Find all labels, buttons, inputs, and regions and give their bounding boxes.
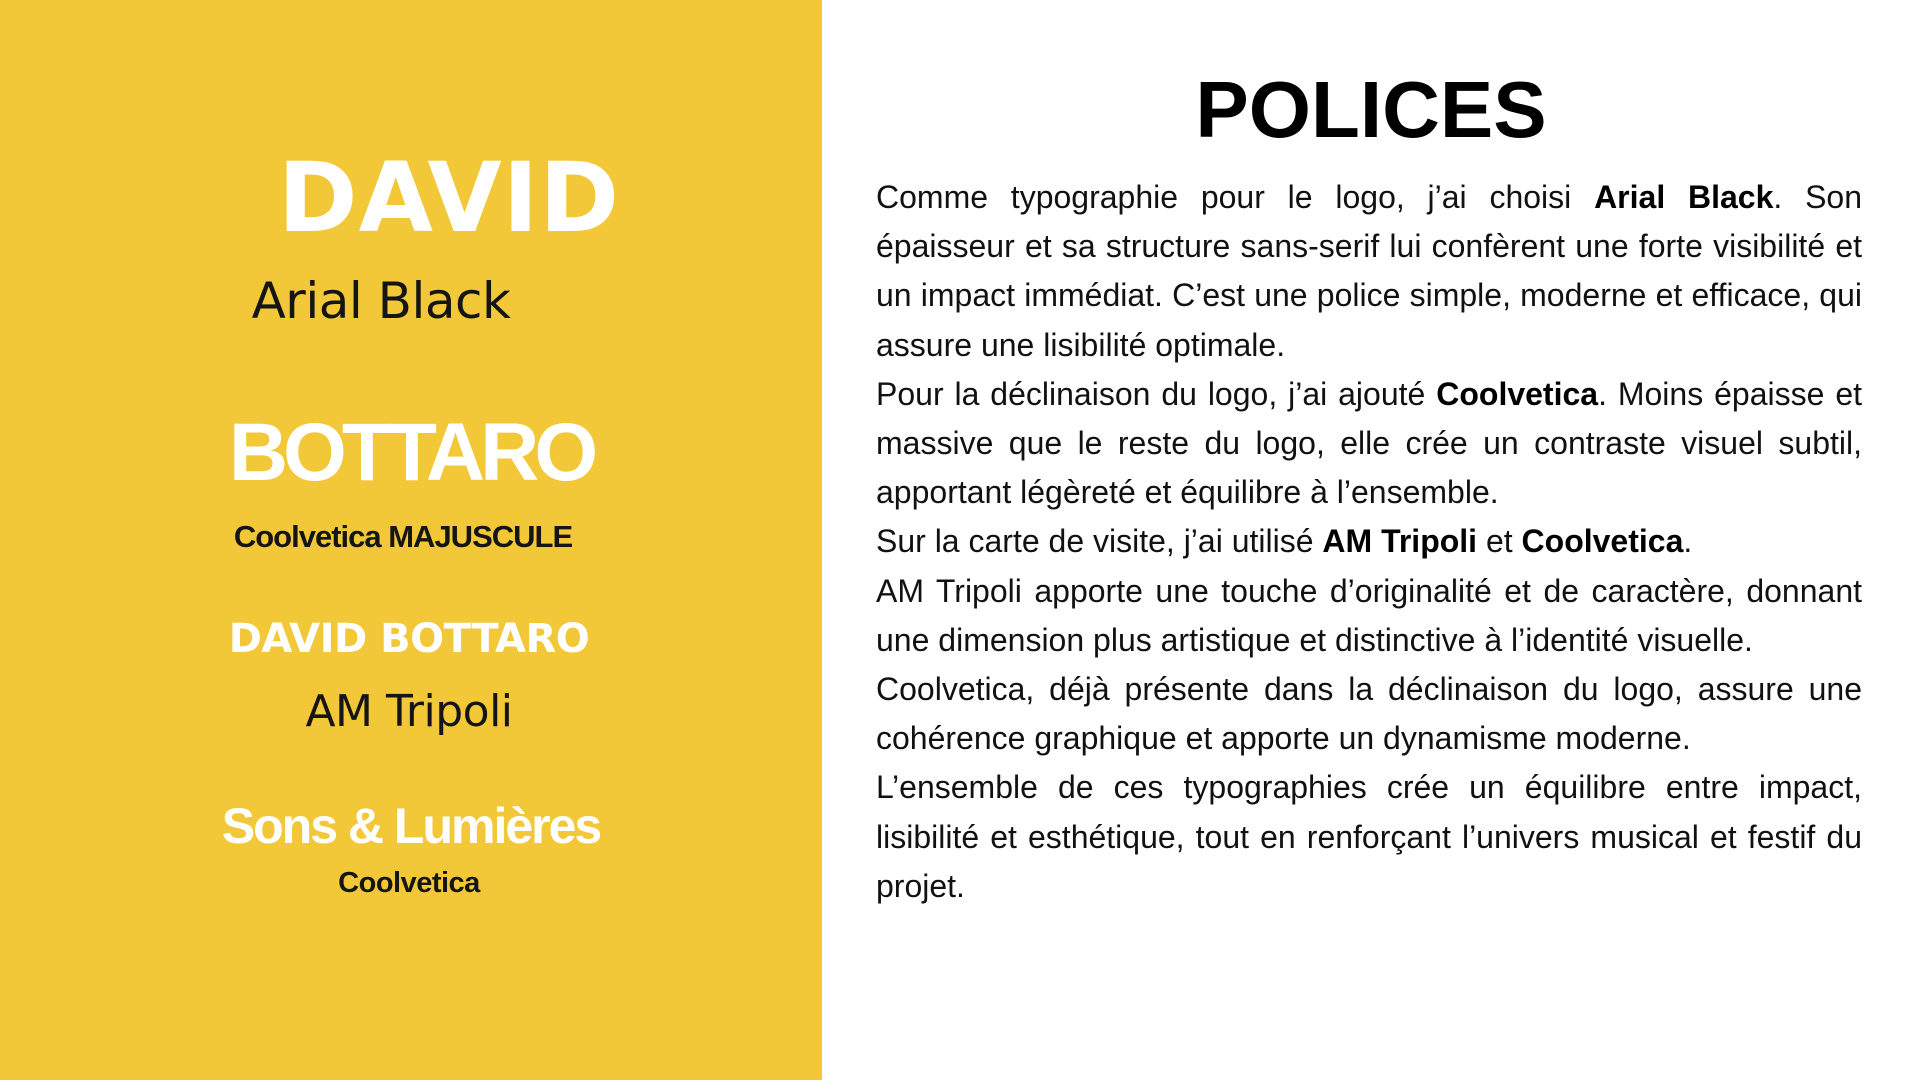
paragraph	[876, 763, 1862, 911]
paragraph-text: AM Tripoli apporte une touche d’originalité et de caractère, donnant une dimension plus artistique et distinctive à l’identité visuelle.	[876, 572, 1862, 658]
font-name-highlight: AM Tripoli	[1322, 523, 1478, 560]
font-name-coolvetica: Coolvetica	[338, 867, 480, 899]
specimen-david-bottaro: DAVID BOTTARO	[228, 616, 590, 662]
paragraph	[876, 567, 1862, 665]
paragraph-text: Coolvetica, déjà présente dans la déclinaison du logo, assure une cohérence graphique et apporte un dynamisme moderne.	[876, 671, 1862, 757]
font-name-arial-black: Arial Black	[251, 272, 511, 330]
specimen-sons-et-lumieres: Sons & Lumières	[221, 798, 601, 854]
paragraph-text: . Moins épaisse et massive que le reste du logo, elle crée un contraste visuel subtil, apportant légèreté et équilibre à l’ensemble.	[876, 375, 1863, 511]
paragraph-text: .	[1683, 523, 1693, 560]
paragraph-text: Sur la carte de visite, j’ai utilisé	[876, 523, 1323, 560]
font-name-highlight: Coolvetica	[1436, 375, 1599, 412]
font-specimen-panel	[0, 0, 822, 1080]
paragraph-text: . Son épaisseur et sa structure sans-serif lui confèrent une forte visibilité et un impact immédiat. C’est une police simple, moderne et efficace, qui assure une lisibilité optimale.	[876, 179, 1863, 363]
paragraph	[876, 517, 1862, 566]
paragraph-text: et	[1477, 523, 1522, 560]
page-title: POLICES	[1195, 65, 1547, 154]
paragraph	[876, 665, 1862, 763]
font-name-highlight: Arial Black	[1594, 179, 1774, 215]
paragraph-text: L’ensemble de ces typographies crée un équilibre entre impact, lisibilité et esthétique, tout en renforçant l’univers musical et festif du projet.	[876, 769, 1862, 904]
paragraph	[876, 370, 1862, 518]
font-name-coolvetica-majuscule: Coolvetica MAJUSCULE	[233, 519, 573, 554]
specimen-david: DAVID	[277, 142, 621, 254]
paragraph-text: Pour la déclinaison du logo, j’ai ajouté	[876, 375, 1437, 412]
paragraph	[876, 173, 1862, 370]
paragraph-text: Comme typographie pour le logo, j’ai choisi	[876, 179, 1595, 215]
body-text	[876, 173, 1862, 911]
font-name-am-tripoli: AM Tripoli	[305, 686, 513, 737]
font-name-highlight: Coolvetica	[1521, 523, 1684, 560]
specimen-bottaro: BOTTARO	[228, 407, 594, 498]
